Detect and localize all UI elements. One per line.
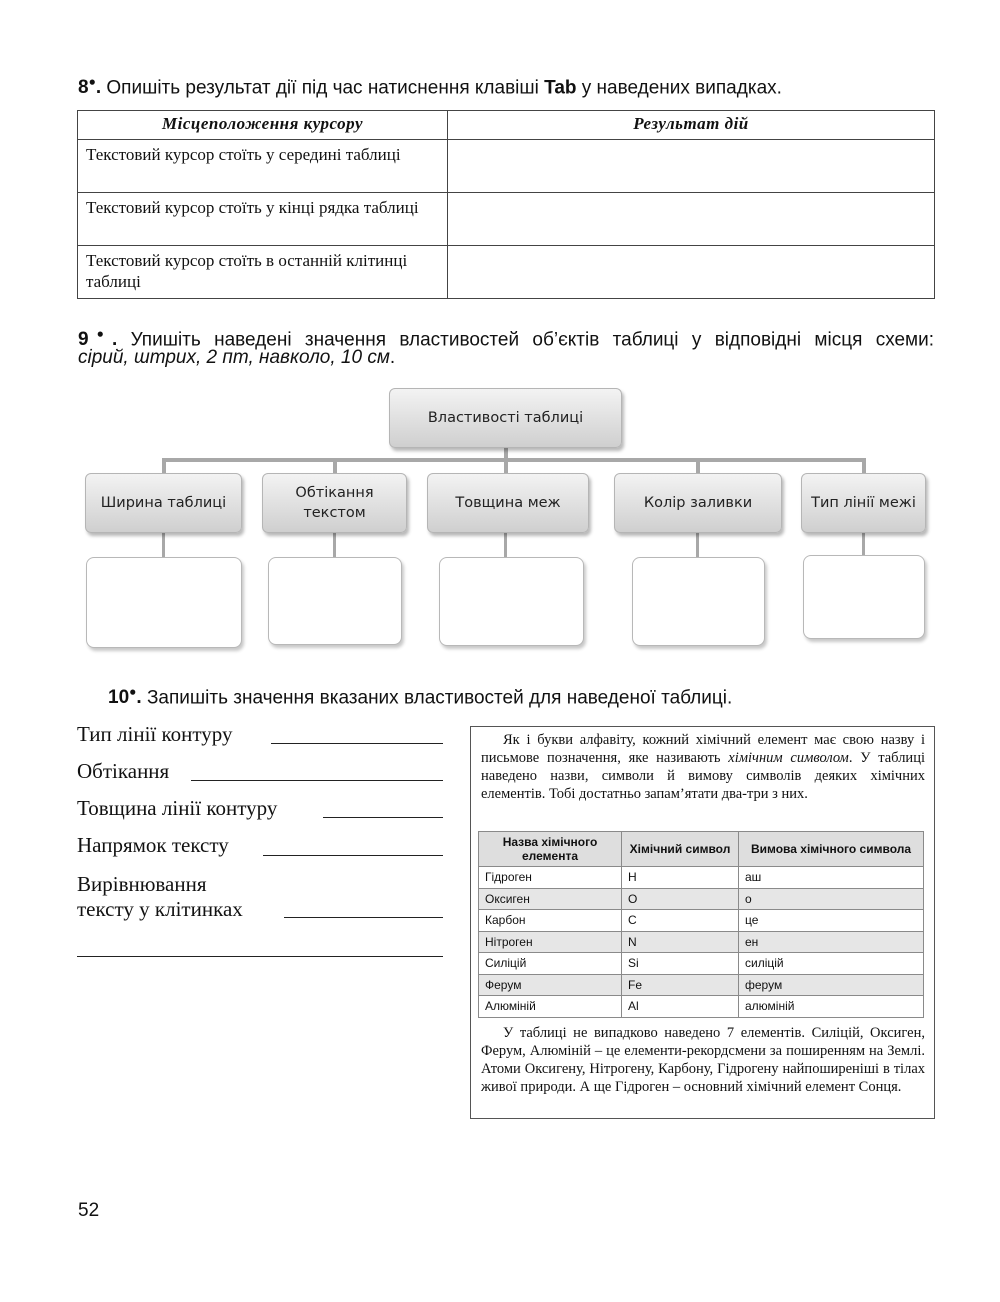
connector-line	[333, 458, 337, 474]
answer-line-outline-width[interactable]	[323, 817, 443, 818]
field-label-outline-width: Товщина лінії контуру	[77, 796, 278, 820]
cursor-table	[77, 110, 935, 299]
connector-line	[504, 532, 507, 558]
answer-line-text-direction[interactable]	[263, 855, 443, 856]
header-element-name: Назва хімічного елемента	[479, 832, 622, 867]
connector-line	[162, 532, 165, 558]
property-values: сірий, штрих, 2 пт, навколо, 10 см	[78, 347, 390, 368]
connector-line	[696, 458, 700, 474]
table-row: Гідроген H аш	[479, 867, 924, 889]
task-10-heading	[108, 680, 732, 710]
node-text-wrap: Обтікання текстом	[262, 473, 407, 533]
answer-box-text-wrap[interactable]	[268, 557, 402, 645]
table-header-row	[78, 111, 935, 140]
table-row: Оксиген O о	[479, 888, 924, 910]
task-text: Опишіть результат дії під час натиснення клавіші	[106, 77, 545, 99]
page-number: 52	[78, 1200, 100, 1221]
table-row	[78, 246, 935, 299]
answer-line-wrap[interactable]	[191, 780, 443, 781]
field-label-text-direction: Напрямок тексту	[77, 833, 229, 857]
connector-line	[504, 458, 508, 474]
result-cell[interactable]	[448, 193, 935, 246]
table-row: Карбон C це	[479, 910, 924, 932]
cursor-cell: Текстовий курсор стоїть в останній клітинці таблиці	[78, 246, 448, 299]
node-border-line-type: Тип лінії межі	[801, 473, 926, 533]
root-node: Властивості таблиці	[389, 388, 622, 448]
task-text: Запишіть значення вказаних властивостей для наведеної таблиці.	[146, 687, 733, 709]
result-cell[interactable]	[448, 140, 935, 193]
table-row: Ферум Fe ферум	[479, 974, 924, 996]
field-label-alignment-cont: тексту у клітинках	[77, 897, 243, 921]
chem-header-row	[479, 832, 924, 867]
cursor-cell: Текстовий курсор стоїть у кінці рядка таблиці	[78, 193, 448, 246]
task-text-end: у наведених випадках.	[576, 77, 782, 99]
answer-box-table-width[interactable]	[86, 557, 242, 648]
answer-box-border-line-type[interactable]	[803, 555, 925, 639]
header-cursor: Місцеположення курсору	[78, 111, 448, 140]
header-result: Результат дій	[448, 111, 935, 140]
field-label-alignment: Вирівнювання	[77, 872, 207, 896]
answer-line-extra[interactable]	[77, 956, 443, 957]
chemical-elements-table	[478, 831, 924, 1018]
field-label-outline-type: Тип лінії контуру	[77, 722, 233, 746]
answer-box-border-width[interactable]	[439, 557, 584, 646]
table-row: Силіцій Si силіцій	[479, 953, 924, 975]
node-fill-color: Колір заливки	[614, 473, 782, 533]
inset-intro: Як і букви алфавіту, кожний хімічний елемент має свою назву і письмове позначення, яке називають хімічним символом. У таблиці наведено назви, символи й вимову символів деяких хімічних елементів. Тобі достатньо запам’ятати два-три з них.	[481, 732, 925, 802]
header-symbol: Хімічний символ	[622, 832, 739, 867]
answer-line-alignment[interactable]	[284, 917, 443, 918]
task-number: 9●.	[78, 327, 118, 351]
connector-line	[162, 458, 866, 462]
table-row: Нітроген N ен	[479, 931, 924, 953]
inset-outro: У таблиці не випадково наведено 7 елементів. Силіцій, Оксиген, Ферум, Алюміній – це елементи-рекордсмени за поширенням на Землі. Атоми Оксигену, Нітрогену, Карбону, Гідрогену найпоширеніші в тілах живої природи. А ще Гідроген – основний хімічний елемент Сонця.	[481, 1025, 925, 1095]
connector-line	[862, 458, 866, 474]
table-row: Алюміній Al алюміній	[479, 996, 924, 1018]
key-name: Tab	[544, 77, 577, 99]
answer-line-outline-type[interactable]	[271, 743, 443, 744]
table-row	[78, 140, 935, 193]
connector-line	[333, 532, 336, 558]
connector-line	[162, 458, 166, 474]
task-9-values: сірий, штрих, 2 пт, навколо, 10 см.	[78, 347, 396, 368]
task-number: 8●.	[78, 75, 102, 99]
term-chemical-symbol: хімічним символом	[728, 750, 849, 766]
task-number: 10●.	[108, 685, 142, 709]
connector-line	[696, 532, 699, 558]
node-table-width: Ширина таблиці	[85, 473, 242, 533]
node-border-width: Товщина меж	[427, 473, 589, 533]
table-row	[78, 193, 935, 246]
result-cell[interactable]	[448, 246, 935, 299]
task-text: Упишіть наведені значення властивостей об’єктів таблиці у відповідні місця схеми:	[130, 329, 935, 351]
answer-box-fill-color[interactable]	[632, 557, 765, 646]
header-pronunciation: Вимова хімічного символа	[739, 832, 924, 867]
field-label-wrap: Обтікання	[77, 759, 170, 783]
task-8-heading	[78, 70, 782, 100]
cursor-cell: Текстовий курсор стоїть у середині таблиці	[78, 140, 448, 193]
